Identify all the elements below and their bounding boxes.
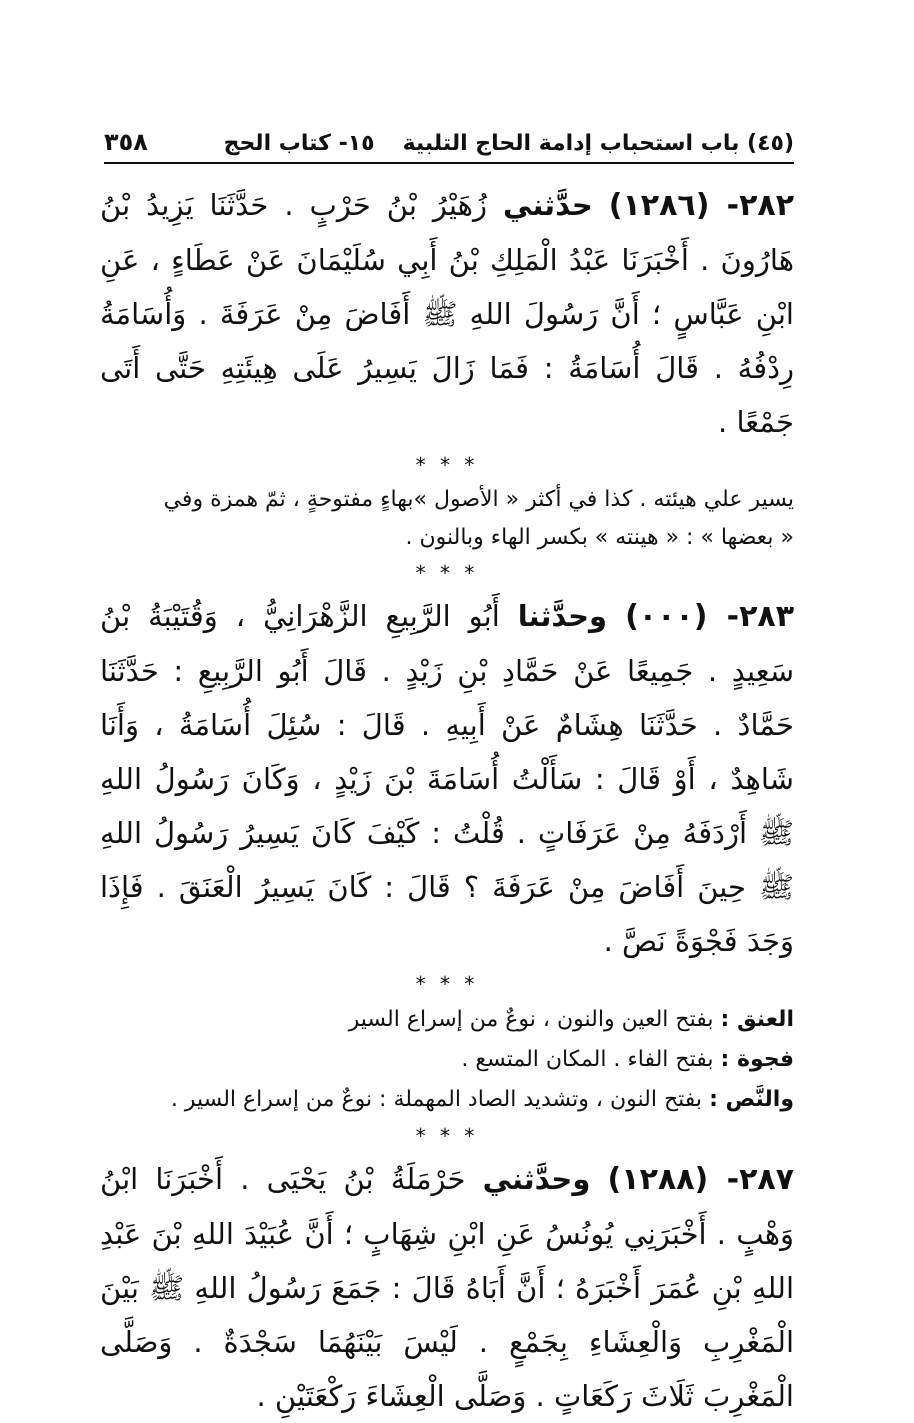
hadith-number: ٢٨٢- (١٢٨٦) (608, 188, 795, 223)
hadith-number: ٢٨٧- (١٢٨٨) (607, 1162, 795, 1197)
glossary-entry (100, 1080, 794, 1120)
book-title: ١٥- كتاب الحج (223, 131, 375, 156)
hadith-text: أَبُو الرَّبِيعِ الزَّهْرَانِيُّ ، وَقُتَيْبَةُ بْنُ سَعِيدٍ . جَمِيعًا عَنْ حَمَّادِ بْنِ زَيْدٍ . قَالَ أَبُو الرَّبِيعِ : حَدَّثَنَا حَمَّادٌ . حَدَّثَنَا هِشَامٌ عَنْ أَبِيهِ . قَالَ : سُئِلَ أُسَامَةُ ، وَأَنَا شَاهِدٌ ، أَوْ قَالَ : سَأَلْتُ أُسَامَةَ بْنَ زَيْدٍ ، وَكَانَ رَسُولُ اللهِ ﷺ أَرْدَفَهُ مِنْ عَرَفَاتٍ . قُلْتُ : كَيْفَ كَانَ يَسِيرُ رَسُولُ اللهِ ﷺ حِينَ أَفَاضَ مِنْ عَرَفَةَ ؟ قَالَ : كَانَ يَسِيرُ الْعَنَقَ . فَإِذَا وَجَدَ فَجْوَةً نَصَّ . (100, 599, 794, 958)
hadith-number: ٢٨٣- (٠٠٠) (625, 599, 795, 634)
hadith-text: زُهَيْرُ بْنُ حَرْبٍ . حَدَّثَنَا يَزِيدُ بْنُ هَارُونَ . أَخْبَرَنَا عَبْدُ الْمَلِكِ بْنُ أَبِي سُلَيْمَانَ عَنْ عَطَاءٍ ، عَنِ ابْنِ عَبَّاسٍ ؛ أَنَّ رَسُولَ اللهِ ﷺ أَفَاضَ مِنْ عَرَفَةَ . وَأُسَامَةُ رِدْفُهُ . قَالَ أُسَامَةُ : فَمَا زَالَ يَسِيرُ عَلَى هِيئَتِهِ حَتَّى أَتَى جَمْعًا . (100, 188, 794, 439)
page-number: ٣٥٨ (104, 128, 148, 156)
separator-stars: * * * (415, 972, 479, 996)
chapter-title: (٤٥) باب استحباب إدامة الحاج التلبية (402, 131, 794, 156)
hadith-lead: حدَّثني (503, 188, 593, 222)
glossary-definition: بفتح النون ، وتشديد الصاد المهملة : نوعٌ من إسراع السير . (170, 1087, 703, 1112)
running-header (104, 122, 794, 164)
separator-stars: * * * (415, 453, 479, 477)
hadith-282 (100, 178, 794, 449)
page-content (100, 178, 794, 1423)
glossary-entry (100, 1040, 794, 1080)
separator-stars: * * * (415, 561, 479, 585)
glossary-term: العنق : (720, 1007, 794, 1032)
hadith-lead: وحدَّثنا (517, 599, 608, 633)
footnote-line: « بعضها » : « هينته » بكسر الهاء وبالنون . (405, 525, 794, 550)
footnote-line: يسير علي هيئته . كذا في أكثر « الأصول »بهاءٍ مفتوحةٍ ، ثمّ همزة وفي (163, 487, 794, 512)
glossary-term: فجوة : (720, 1047, 794, 1072)
glossary-definition: بفتح الفاء . المكان المتسع . (461, 1047, 714, 1072)
footnote-hayatihi (100, 481, 794, 557)
hadith-lead: وحدَّثني (482, 1162, 591, 1196)
glossary-definition: بفتح العين والنون ، نوعٌ من إسراع السير (348, 1007, 714, 1032)
separator-stars: * * * (415, 1124, 479, 1148)
hadith-text: حَرْمَلَةُ بْنُ يَحْيَى . أَخْبَرَنَا ابْنُ وَهْبٍ . أَخْبَرَنِي يُونُسُ عَنِ ابْنِ شِهَابٍ ؛ أَنَّ عُبَيْدَ اللهِ بْنَ عَبْدِ اللهِ بْنِ عُمَرَ أَخْبَرَهُ ؛ أَنَّ أَبَاهُ قَالَ : جَمَعَ رَسُولُ اللهِ ﷺ بَيْنَ الْمَغْرِبِ وَالْعِشَاءِ بِجَمْعٍ . لَيْسَ بَيْنَهُمَا سَجْدَةٌ . وَصَلَّى الْمَغْرِبَ ثَلَاثَ رَكَعَاتٍ . وَصَلَّى الْعِشَاءَ رَكْعَتَيْنِ . (100, 1162, 794, 1413)
header-titles (224, 131, 794, 162)
glossary (100, 1000, 794, 1120)
hadith-283 (100, 589, 794, 968)
glossary-term: والنَّص : (709, 1087, 794, 1112)
glossary-entry (100, 1000, 794, 1040)
hadith-287 (100, 1152, 794, 1423)
